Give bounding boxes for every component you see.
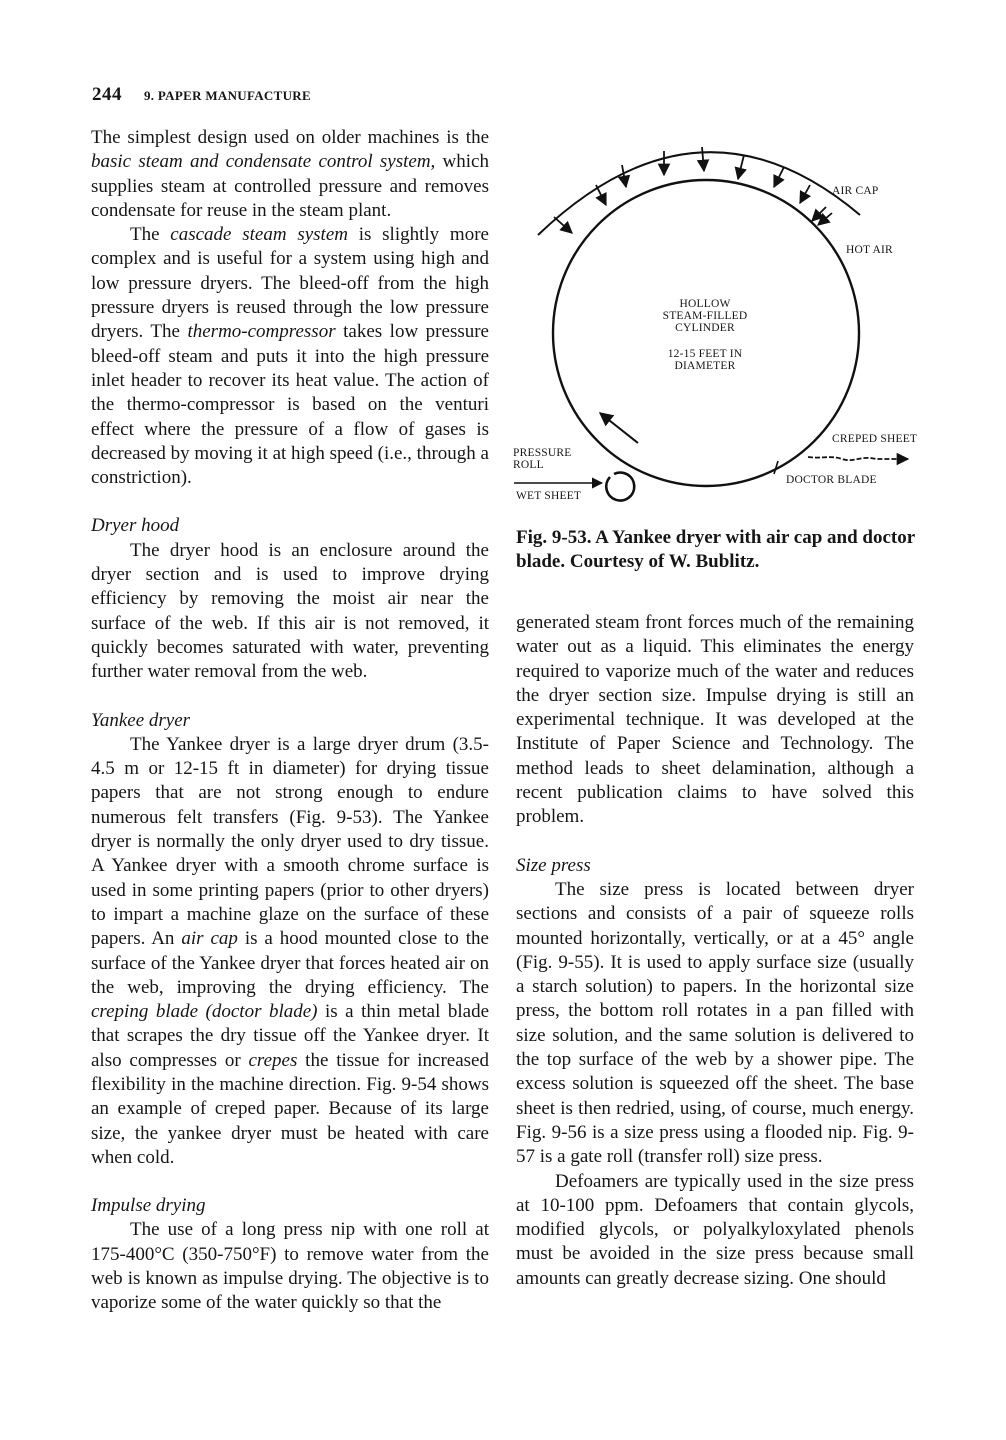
- term-basic-steam: basic steam and condensate control system,: [91, 151, 436, 173]
- paragraph-defoamers: Defoamers are typically used in the size press at 10-100 ppm. Defoamers that contain glycols, modified glycols, or polyalkyloxylated phenols must be avoided in the size press because small amounts can greatly decrease sizing. One should: [516, 1170, 914, 1289]
- term-crepes: crepes: [248, 1049, 298, 1071]
- right-column: [516, 611, 914, 1291]
- paragraph-size-press: The size press is located between dryer sections and consists of a pair of squeeze rolls mounted horizontally, vertically, or at a 45° angle (Fig. 9-55). It is used to apply surface size (usually a starch solution) to papers. In the horizontal size press, the bottom roll rotates in a pan filled with size solution, and the same solution is delivered to the top surface of the web by a shower pipe. The excess solution is squeezed off the sheet. The base sheet is then redried, using, of course, much energy. Fig. 9-56 is a size press using a flooded nip. Fig. 9-57 is a gate roll (transfer roll) size press.: [516, 878, 914, 1168]
- rotation-arrow: [600, 413, 638, 443]
- label-creped-sheet: CREPED SHEET: [832, 433, 918, 445]
- label-hollow: HOLLOW STEAM-FILLED CYLINDER: [662, 298, 748, 334]
- paragraph-impulse-drying: The use of a long press nip with one roll at 175-400°C (350-750°F) to remove water from the web is known as impulse drying. The objective is to vaporize some of the water quickly so that the: [91, 1219, 489, 1314]
- heading-yankee-dryer: Yankee dryer: [91, 709, 191, 731]
- paragraph-cascade: The cascade steam system is slightly more complex and is useful for a system using high and low pressure dryers. The bleed-off from the high pressure dryers is reused through the low pressure dryers. The thermo-compressor takes low pressure bleed-off steam and puts it into the high pressure inlet header to recover its heat value. The action of the thermo-compressor is based on the venturi effect where the pressure of a flow of gases is decreased by moving it at high speed (i.e., through a constriction).: [91, 224, 489, 489]
- paragraph-dryer-hood: The dryer hood is an enclosure around the dryer section and is used to improve drying efficiency by removing the moist air near the surface of the web. If this air is not removed, it quickly becomes saturated with water, preventing further water removal from the web.: [91, 539, 489, 683]
- label-doctor-blade: DOCTOR BLADE: [786, 474, 877, 486]
- term-air-cap: air cap: [181, 928, 238, 950]
- label-air-cap: AIR CAP: [832, 185, 879, 197]
- page-number: 244: [92, 84, 122, 105]
- pressure-roll: [606, 473, 634, 501]
- heading-size-press: Size press: [516, 854, 591, 876]
- paragraph-yankee-dryer: The Yankee dryer is a large dryer drum (3.5-4.5 m or 12-15 ft in diameter) for drying tissue papers that are not strong enough to endure numerous felt transfers (Fig. 9-53). The Yankee dryer is normally the only dryer used to dry tissue. A Yankee dryer with a smooth chrome surface is used in some printing papers (prior to other dryers) to impart a machine glaze on the surface of these papers. An air cap is a hood mounted close to the surface of the Yankee dryer that forces heated air on the web, improving the drying efficiency. The creping blade (doctor blade) is a thin metal blade that scrapes the dry tissue off the Yankee dryer. It also compresses or crepes the tissue for increased flexibility in the machine direction. Fig. 9-54 shows an example of creped paper. Because of its large size, the yankee dryer must be heated with care when cold.: [91, 733, 489, 1168]
- creped-sheet-line: [808, 457, 908, 460]
- chapter-title: 9. PAPER MANUFACTURE: [144, 88, 311, 103]
- label-diameter: 12-15 FEET IN DIAMETER: [667, 348, 743, 372]
- term-cascade: cascade steam system: [170, 224, 348, 246]
- paragraph-basic-steam: The simplest design used on older machines is the basic steam and condensate control system, which supplies steam at controlled pressure and removes condensate for reuse in the steam plant.: [91, 127, 489, 221]
- paragraph-impulse-continued: generated steam front forces much of the remaining water out as a liquid. This eliminates the energy required to vaporize much of the water and reduces the dryer section size. Impulse drying is still an experimental technique. It was developed at the Institute of Paper Science and Technology. The method leads to sheet delamination, although a recent publication claims to have solved this problem.: [516, 612, 914, 828]
- term-thermo-compressor: thermo-compressor: [187, 321, 336, 343]
- running-header: [92, 84, 311, 106]
- label-wet-sheet: WET SHEET: [516, 490, 582, 502]
- heading-dryer-hood: Dryer hood: [91, 515, 180, 537]
- term-creping-blade: creping blade (doctor blade): [91, 1001, 318, 1023]
- left-column: [91, 126, 489, 1316]
- label-pressure-roll: PRESSURE ROLL: [513, 447, 572, 471]
- yankee-dryer-figure: [510, 125, 930, 510]
- heading-impulse-drying: Impulse drying: [91, 1195, 206, 1217]
- label-hot-air: HOT AIR: [846, 244, 893, 256]
- figure-caption: Fig. 9-53. A Yankee dryer with air cap and doctor blade. Courtesy of W. Bublitz.: [516, 527, 915, 572]
